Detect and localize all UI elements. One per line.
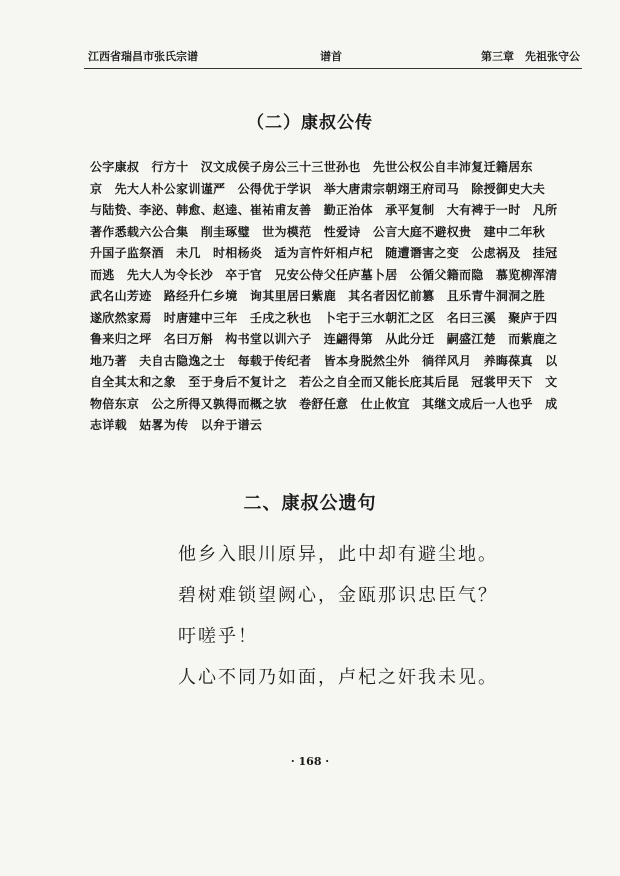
poem-line: 碧树难锁望阙心，金瓯那识忠臣气？ <box>178 585 498 606</box>
page-number: · 168 · <box>290 755 330 768</box>
section-title-2: 二、康叔公遗句 <box>243 493 377 514</box>
biography-line: 升国子监祭酒 未几 时相杨炎 适为言忤奸相卢杞 随遭谮害之变 公虑祸及 挂冠 <box>90 246 558 260</box>
poem-line: 吁嗟乎！ <box>178 626 258 647</box>
biography-line: 遂欣然家焉 时唐建中三年 壬戌之秋也 卜宅于三水朝汇之区 名曰三溪 聚庐于四 <box>90 310 558 325</box>
biography-line: 与陆贽、李泌、韩愈、赵逵、崔祐甫友善 勤正治体 承平复制 大有裨于一时 凡所 <box>90 203 558 217</box>
poem-line: 人心不同乃如面，卢杞之奸我未见。 <box>178 667 498 688</box>
biography-line: 鲁来归之坪 名曰万斛 构书堂以训六子 连翩得第 从此分迁 嗣盛江楚 而紫鹿之 <box>90 332 558 346</box>
header-chapter: 第三章 先祖张守公 <box>481 50 580 63</box>
biography-line: 京 先大人朴公家训谨严 公得优于学识 举大唐肃宗朝翊王府司马 除授御史大夫 <box>90 181 546 196</box>
biography-line: 公字康叔 行方十 汉文成侯子房公三十三世孙也 先世公权公自丰沛复迁籍居东 <box>90 160 533 174</box>
section-title: （二）康叔公传 <box>247 113 373 133</box>
poem-line: 他乡入眼川原异，此中却有避尘地。 <box>178 544 498 565</box>
biography-text <box>90 158 590 438</box>
biography-line: 而逃 先大人为令长沙 卒于官 兄安公侍父任庐墓卜居 公循父籍而隐 慕览柳浑清 <box>90 267 558 282</box>
biography-line: 志详载 姑畧为传 以弁于谱云 <box>90 418 263 432</box>
running-header <box>88 48 580 66</box>
header-rule <box>84 68 582 69</box>
poem <box>178 540 498 704</box>
biography-line: 地乃著 夫自古隐逸之士 每载于传纪者 皆本身脱然尘外 徜徉风月 养晦葆真 以 <box>90 353 558 368</box>
biography-line: 武名山芳迹 路经升仁乡境 询其里居曰紫鹿 其名者因忆前篡 且乐青牛洞洞之胜 <box>90 289 546 303</box>
header-section: 谱首 <box>320 50 342 63</box>
biography-line: 自全其太和之象 至于身后不复计之 若公之自全而又能长庇其后昆 冠裳甲天下 文 <box>90 375 558 389</box>
biography-line: 著作悉载六公合集 削圭琢璧 世为模范 性爱诗 公言大庭不避权贵 建中二年秋 <box>90 224 546 239</box>
header-genealogy-title: 江西省瑞昌市张氏宗谱 <box>88 50 198 63</box>
biography-line: 物倍东京 公之所得又孰得而概之欤 卷舒任意 仕止攸宜 其继文成后一人也乎 成 <box>90 396 558 411</box>
